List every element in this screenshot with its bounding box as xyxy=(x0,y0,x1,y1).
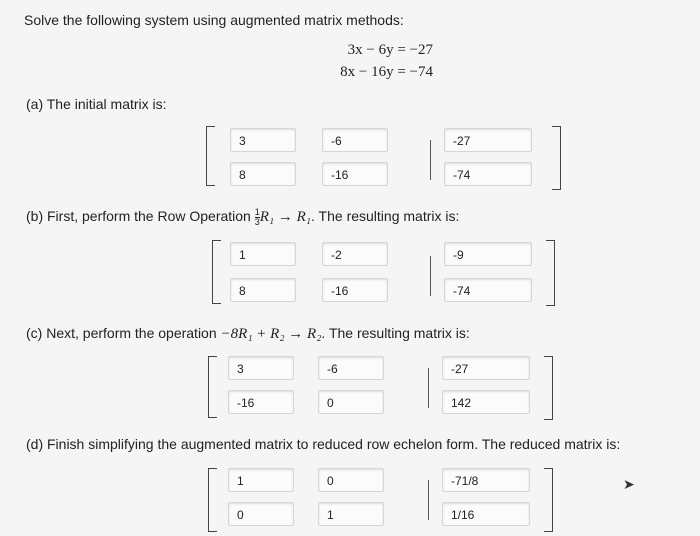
mouse-cursor-icon: ➤ xyxy=(623,476,635,492)
matrix-b-r2c1[interactable]: 8 xyxy=(230,278,296,302)
matrix-d-r1c3[interactable]: -71/8 xyxy=(442,468,530,492)
matrix-c-left-bracket xyxy=(208,356,217,418)
part-c-label-pre: (c) Next, perform the operation xyxy=(26,325,221,341)
matrix-a-divider xyxy=(430,140,431,180)
matrix-a-right-bracket xyxy=(552,126,561,190)
matrix-c-right-bracket xyxy=(544,356,553,420)
part-d-label: (d) Finish simplifying the augmented matrix to reduced row echelon form. The reduced matrix is: xyxy=(26,436,621,452)
part-c-label-post: . The resulting matrix is: xyxy=(321,325,470,341)
matrix-b-r1c1[interactable]: 1 xyxy=(230,242,296,266)
part-b-label xyxy=(26,208,459,227)
matrix-d-divider xyxy=(428,480,429,520)
matrix-c-r2c3[interactable]: 142 xyxy=(442,390,530,414)
matrix-d-r1c1[interactable]: 1 xyxy=(228,468,294,492)
matrix-b-r2c3[interactable]: -74 xyxy=(444,278,532,302)
problem-prompt: Solve the following system using augmented matrix methods: xyxy=(24,12,404,28)
matrix-d-r2c1[interactable]: 0 xyxy=(228,502,294,526)
equation-2: 8x − 16y = −74 xyxy=(340,64,433,80)
matrix-a-r1c2[interactable]: -6 xyxy=(322,128,388,152)
matrix-a-r2c1[interactable]: 8 xyxy=(230,162,296,186)
matrix-d-r2c2[interactable]: 1 xyxy=(318,502,384,526)
matrix-a-r2c3[interactable]: -74 xyxy=(444,162,532,186)
part-a-label: (a) The initial matrix is: xyxy=(26,96,167,112)
matrix-b-r1c2[interactable]: -2 xyxy=(322,242,388,266)
matrix-c-divider xyxy=(428,368,429,408)
matrix-c-r1c3[interactable]: -27 xyxy=(442,356,530,380)
part-c-label xyxy=(26,325,470,343)
matrix-b-r2c2[interactable]: -16 xyxy=(322,278,388,302)
part-b-operation: R₁ → R₁ xyxy=(259,209,312,226)
matrix-c-r1c2[interactable]: -6 xyxy=(318,356,384,380)
part-b-frac-den: 3 xyxy=(254,217,260,227)
matrix-d-r2c3[interactable]: 1/16 xyxy=(442,502,530,526)
part-b-frac-num: 1 xyxy=(254,207,260,217)
matrix-d-r1c2[interactable]: 0 xyxy=(318,468,384,492)
matrix-b-r1c3[interactable]: -9 xyxy=(444,242,532,266)
matrix-d-right-bracket xyxy=(544,468,553,532)
equation-1: 3x − 6y = −27 xyxy=(347,42,433,58)
part-b-label-pre: (b) First, perform the Row Operation xyxy=(26,208,255,225)
matrix-a-r2c2[interactable]: -16 xyxy=(322,162,388,186)
matrix-a-left-bracket xyxy=(206,126,215,186)
matrix-d-left-bracket xyxy=(208,468,217,532)
matrix-c-r2c2[interactable]: 0 xyxy=(318,390,384,414)
matrix-b-divider xyxy=(430,256,431,296)
matrix-b-left-bracket xyxy=(212,240,221,304)
matrix-a-r1c3[interactable]: -27 xyxy=(444,128,532,152)
part-c-operation: −8R₁ + R₂ → R₂ xyxy=(220,326,322,342)
matrix-b-right-bracket xyxy=(546,240,555,306)
part-b-label-post: . The resulting matrix is: xyxy=(311,208,460,225)
matrix-c-r1c1[interactable]: 3 xyxy=(228,356,294,380)
matrix-c-r2c1[interactable]: -16 xyxy=(228,390,294,414)
matrix-a-r1c1[interactable]: 3 xyxy=(230,128,296,152)
